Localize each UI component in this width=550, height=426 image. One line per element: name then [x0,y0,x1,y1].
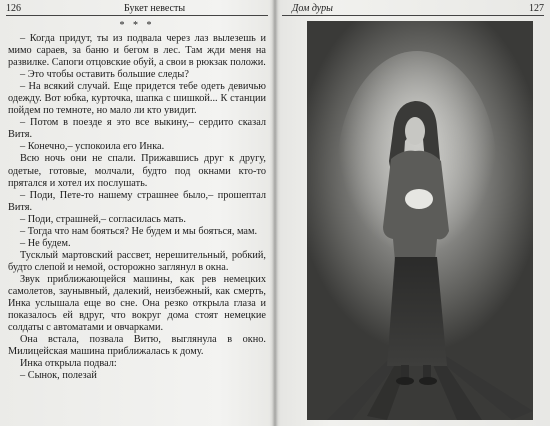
paragraph: Тусклый мартовский рассвет, нерешительный, робкий, будто слепой и немой, осторожно заглянул в окна. [8,249,266,273]
paragraph: Всю ночь они не спали. Прижавшись друг к другу, одетые, готовые, молчали, будто под окнами кто-то прятался и хотел их послушать. [8,153,266,189]
paragraph: – Не будем. [20,237,71,249]
left-running-title: Букет невесты [124,3,186,14]
right-page-number: 127 [529,3,544,14]
left-running-head [6,3,268,16]
paragraph: Инка открыла подвал: [20,358,117,370]
paragraph: – Когда придут, ты из подвала через лаз вылезешь и мимо сараев, за баню и бегом в лес. Там жди меня на развилке. Сапоги отцовские обуй, а свои в рюкзак положи. [8,33,266,69]
paragraph: – Конечно,– успокоила его Инка. [20,141,165,153]
book-gutter [272,0,278,426]
paragraph: – Потом в поезде я это все выкину,– сердито сказал Витя. [8,117,266,141]
right-running-title: Дом дуры [292,3,333,14]
illustration [307,21,533,420]
paragraph: Она встала, позвала Витю, выглянула в окно. Милицейская машина приближалась к дому. [8,334,266,358]
paragraph: – Поди, страшней,– согласилась мать. [20,213,186,225]
paragraph: – Это чтобы оставить большие следы? [20,69,189,81]
paragraph: – Поди, Пете-то нашему страшнее было,– прошептал Витя. [8,189,266,213]
section-mark: * * * [119,20,155,31]
paragraph: – На всякий случай. Еще придется тебе одеть девичью одежду. Вот юбка, курточка, шапка с шишкой... К станции пойдем по темноте, но мало ли кто увидит. [8,81,266,117]
left-page-number: 126 [6,3,21,14]
paragraph: Звук приближающейся машины, как рев немецких самолетов, заунывный, далекий, неизбежный, как смерть, Инка услышала еще во сне. Она резко открыла глаза и показалось ей вдруг, что вокруг дома стоят немецкие солдаты с автоматами и овчарками. [8,273,266,334]
paragraph: – Тогда что нам бояться? Не будем и мы бояться, мам. [20,225,258,237]
woman-figure-illustration [307,21,533,420]
paragraph: – Сынок, полезай [20,370,97,382]
right-running-head [282,3,544,16]
left-page-body [8,20,266,382]
